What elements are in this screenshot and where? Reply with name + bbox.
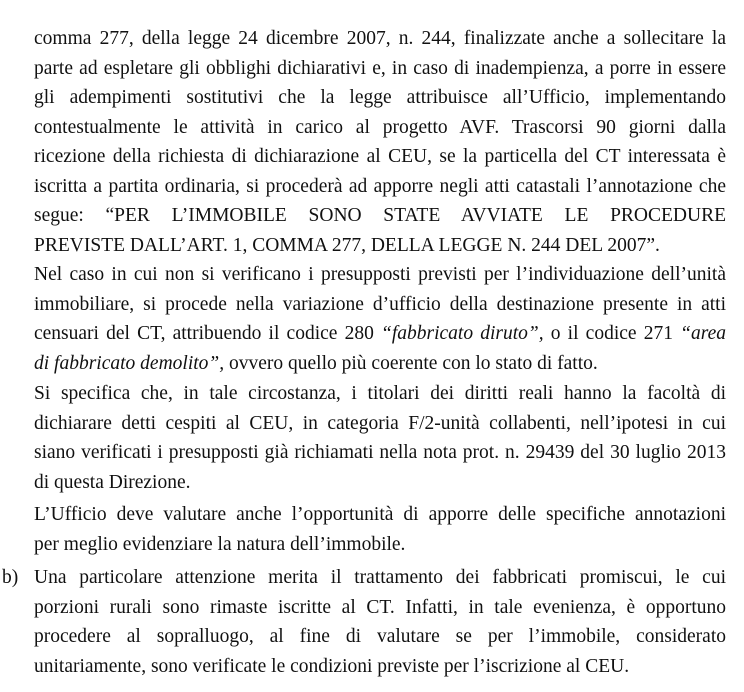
text-line: dichiarare detti cespiti al CEU, in categoria F/2-unità collabenti, nell’ipotesi in cui	[34, 412, 726, 434]
italic-text: “area	[680, 323, 726, 344]
text-line: immobiliare, si procede nella variazione d’ufficio della destinazione presente in atti	[34, 293, 726, 315]
text-run: ovvero quello più coerente con lo stato di fatto.	[224, 352, 598, 374]
text-line: per meglio evidenziare la natura dell’immobile.	[34, 533, 406, 555]
paragraph-variazione-ufficio	[34, 260, 726, 378]
list-item-b	[34, 563, 726, 681]
text-line	[34, 319, 726, 349]
text-line: segue: “PER L’IMMOBILE SONO STATE AVVIATE LE PROCEDURE	[34, 205, 726, 226]
text-run: censuari del CT, attribuendo il codice 280	[34, 323, 381, 344]
text-line: porzioni rurali sono rimaste iscritte al CT. Infatti, in tale evenienza, è opportuno	[34, 596, 726, 618]
paragraph-facolta-titolari	[34, 379, 726, 497]
text-line: procedere al sopralluogo, al fine di valutare se per l’immobile, considerato	[34, 626, 726, 647]
text-line: siano verificati i presupposti già richiamati nella nota prot. n. 29439 del 30 luglio 2013	[34, 442, 726, 463]
text-line: unitariamente, sono verificate le condizioni previste per l’iscrizione al CEU.	[34, 655, 630, 677]
text-run: o il codice 271	[543, 323, 681, 344]
text-line: iscritta a partita ordinaria, si procederà ad apporre negli atti catastali l’annotazione che	[34, 175, 726, 197]
list-marker: b)	[2, 567, 19, 588]
italic-text: “fabbricato diruto”,	[380, 323, 544, 344]
text-line: di questa Direzione.	[34, 471, 191, 493]
text-line: Una particolare attenzione merita il trattamento dei fabbricati promiscui, le cui	[34, 567, 726, 588]
text-line: contestualmente le attività in carico al progetto AVF. Trascorsi 90 giorni dalla	[34, 116, 726, 138]
paragraph-ufficio-annotazioni	[34, 500, 726, 559]
paragraph-avf-procedure	[34, 24, 726, 260]
text-line: comma 277, della legge 24 dicembre 2007, n. 244, finalizzate anche a sollecitare la	[34, 28, 726, 49]
text-line: parte ad espletare gli obblighi dichiarativi e, in caso di inadempienza, a porre in essere	[34, 57, 726, 79]
text-line: Si specifica che, in tale circostanza, i titolari dei diritti reali hanno la facoltà di	[34, 383, 726, 404]
text-line: Nel caso in cui non si verificano i presupposti previsti per l’individuazione dell’unità	[34, 264, 726, 285]
text-line: PREVISTE DALL’ART. 1, COMMA 277, DELLA LEGGE N. 244 DEL 2007”.	[34, 234, 660, 256]
text-line: L’Ufficio deve valutare anche l’opportunità di apporre delle specifiche annotazioni	[34, 504, 726, 525]
text-line	[34, 349, 726, 379]
italic-text: di fabbricato demolito”,	[34, 352, 225, 374]
text-line: ricezione della richiesta di dichiarazione al CEU, se la particella del CT interessata è	[34, 146, 726, 167]
text-line: gli adempimenti sostitutivi che la legge attribuisce all’Ufficio, implementando	[34, 87, 726, 108]
